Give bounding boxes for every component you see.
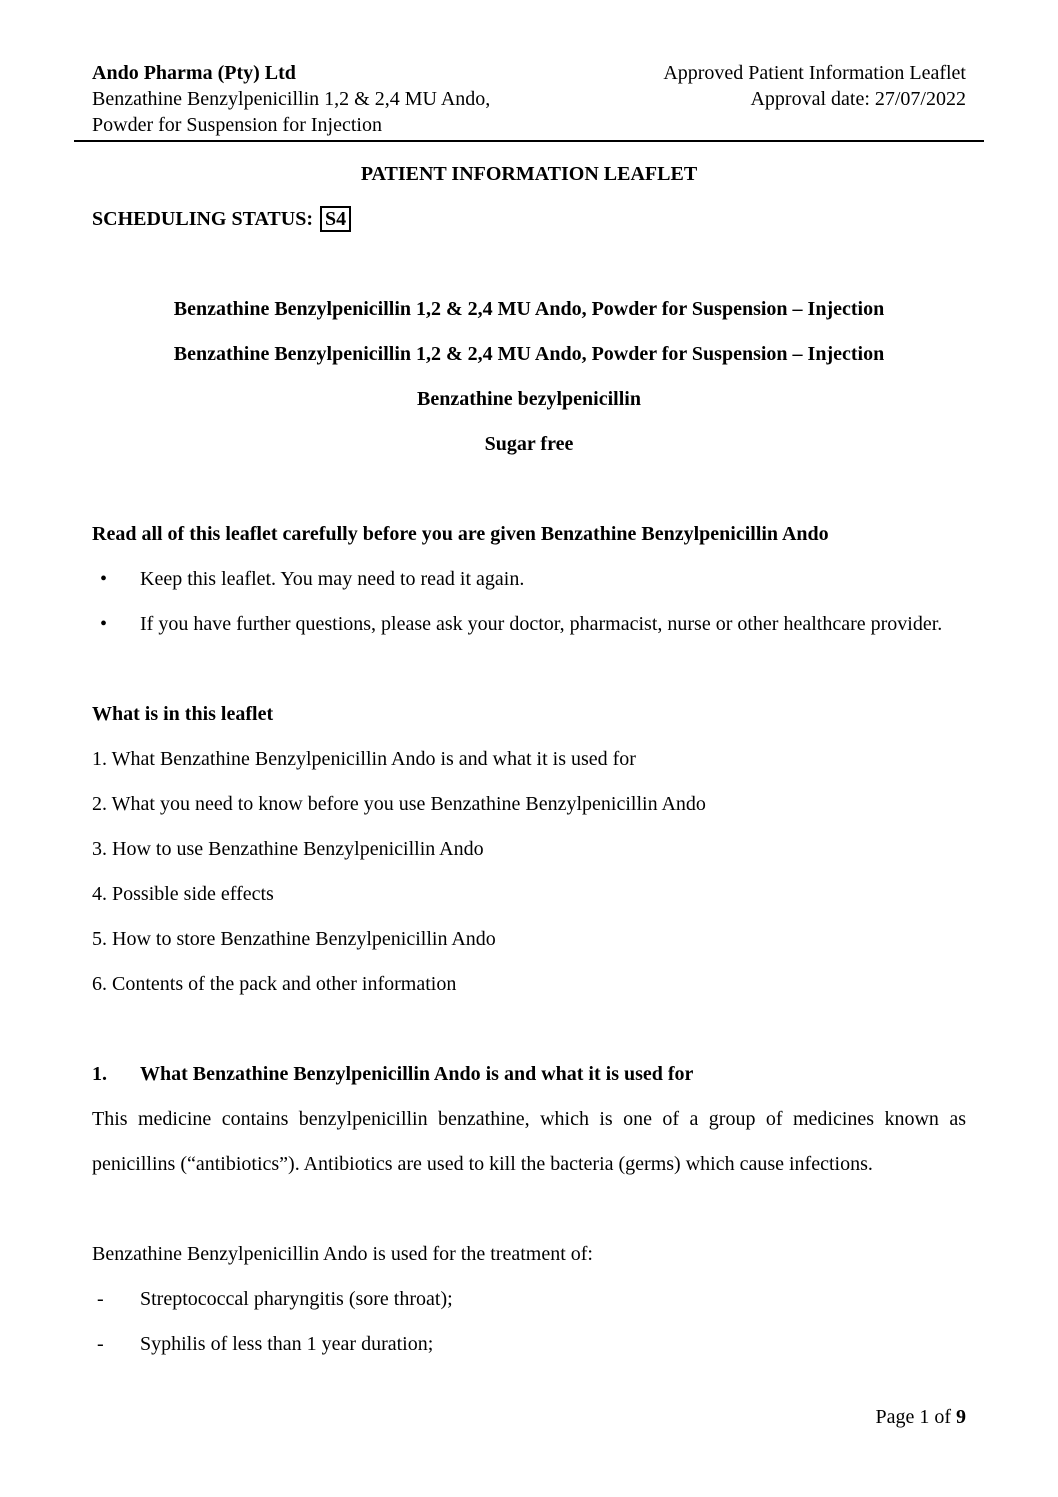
- company-name: Ando Pharma (Pty) Ltd: [92, 62, 296, 84]
- approval-date: Approval date: 27/07/2022: [750, 88, 966, 110]
- section-1-heading: [92, 1052, 966, 1097]
- toc-item: 5. How to store Benzathine Benzylpenicillin Ando: [92, 928, 496, 950]
- sugar-free-line: Sugar free: [484, 433, 574, 455]
- section-1-paragraph: This medicine contains benzylpenicillin benzathine, which is one of a group of medicines known as penicillins (“antibiotics”). Antibiotics are used to kill the bacteria (germs) which cause infections.: [92, 1108, 966, 1175]
- spacer: [92, 647, 966, 692]
- spacer: [92, 1007, 966, 1052]
- approved-leaflet-label: Approved Patient Information Leaflet: [663, 62, 966, 84]
- toc-heading: What is in this leaflet: [92, 703, 274, 725]
- header-right-block: [663, 60, 966, 138]
- scheduling-status-line: [92, 197, 966, 242]
- bullet-item: [92, 602, 966, 647]
- bullet-marker: •: [100, 613, 108, 635]
- toc-item: 3. How to use Benzathine Benzylpenicillin Ando: [92, 838, 484, 860]
- product-title-line: Benzathine Benzylpenicillin 1,2 & 2,4 MU Ando, Powder for Suspension – Injection: [173, 343, 885, 365]
- product-title-line: Benzathine Benzylpenicillin 1,2 & 2,4 MU Ando, Powder for Suspension – Injection: [173, 298, 885, 320]
- header-left-block: [92, 60, 490, 138]
- toc-item: 1. What Benzathine Benzylpenicillin Ando is and what it is used for: [92, 748, 636, 770]
- page-total: 9: [956, 1406, 966, 1428]
- document-header: [92, 60, 966, 138]
- scheduling-status-badge: S4: [320, 206, 351, 232]
- dash-marker: -: [97, 1288, 104, 1310]
- bullet-text: If you have further questions, please ask your doctor, pharmacist, nurse or other healthcare provider.: [140, 613, 943, 635]
- page-number: [875, 1395, 966, 1440]
- section-number: 1.: [92, 1063, 107, 1085]
- header-product-line-2: Powder for Suspension for Injection: [92, 114, 382, 136]
- spacer: [92, 467, 966, 512]
- treatment-text: Syphilis of less than 1 year duration;: [140, 1333, 434, 1355]
- header-divider: [74, 140, 984, 142]
- page-title: PATIENT INFORMATION LEAFLET: [360, 163, 698, 185]
- treatment-text: Streptococcal pharyngitis (sore throat);: [140, 1288, 453, 1310]
- read-leaflet-heading: Read all of this leaflet carefully before you are given Benzathine Benzylpenicillin Ando: [92, 523, 829, 545]
- toc-item: 6. Contents of the pack and other information: [92, 973, 457, 995]
- scheduling-status-label: SCHEDULING STATUS:: [92, 208, 313, 230]
- bullet-marker: •: [100, 568, 108, 590]
- section-heading-text: What Benzathine Benzylpenicillin Ando is and what it is used for: [140, 1063, 694, 1085]
- page-number-label: Page 1 of: [875, 1406, 951, 1428]
- header-product-line-1: Benzathine Benzylpenicillin 1,2 & 2,4 MU Ando,: [92, 88, 491, 110]
- treatment-intro: Benzathine Benzylpenicillin Ando is used for the treatment of:: [92, 1243, 593, 1265]
- dash-marker: -: [97, 1333, 104, 1355]
- bullet-text: Keep this leaflet. You may need to read it again.: [140, 568, 525, 590]
- toc-item: 4. Possible side effects: [92, 883, 274, 905]
- active-ingredient-line: Benzathine bezylpenicillin: [417, 388, 641, 410]
- toc-item: 2. What you need to know before you use Benzathine Benzylpenicillin Ando: [92, 793, 706, 815]
- bullet-item: [92, 557, 966, 602]
- spacer: [92, 1187, 966, 1232]
- treatment-item: [92, 1277, 966, 1322]
- treatment-item: [92, 1322, 966, 1367]
- spacer: [92, 242, 966, 287]
